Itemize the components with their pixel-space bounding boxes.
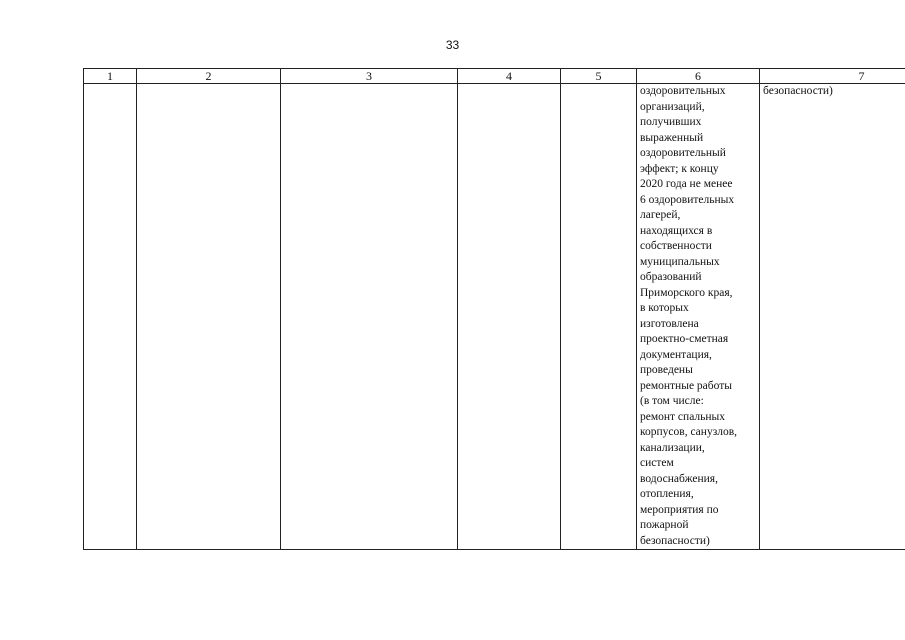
- table-header-row: [84, 69, 905, 84]
- column-header-1: 1: [84, 69, 137, 84]
- table-cell-col5: [561, 84, 637, 550]
- cell-text: безопасности): [763, 85, 833, 97]
- cell-text: оздоровительных организаций, получивших выраженный оздоровительный эффект; к концу 2020 года не менее 6 оздоровительных лагерей, находящихся в собственности муниципальных образований Приморского края, в которых изготовлена проектно-сметная документация, проведены ремонтные работы (в том числе: ремонт спальных корпусов, санузлов, канализации, систем водоснабжения, отопления, мероприятия по пожарной безопасности): [640, 85, 738, 547]
- table-cell-col2: [137, 84, 281, 550]
- table-cell-col3: [281, 84, 458, 550]
- column-header-5: 5: [561, 69, 637, 84]
- table-body: [84, 84, 905, 550]
- table-cell-col1: [84, 84, 137, 550]
- table-cell-col4: [458, 84, 561, 550]
- column-header-7: 7: [760, 69, 905, 84]
- table-cell-col7: [760, 84, 905, 550]
- table-cell-col6: [637, 84, 760, 550]
- column-header-4: 4: [458, 69, 561, 84]
- document-table: [83, 68, 905, 550]
- page-number: 33: [445, 38, 460, 52]
- column-header-3: 3: [281, 69, 458, 84]
- column-header-2: 2: [137, 69, 281, 84]
- column-header-6: 6: [637, 69, 760, 84]
- table-row: [84, 84, 905, 550]
- table-header: [84, 69, 905, 84]
